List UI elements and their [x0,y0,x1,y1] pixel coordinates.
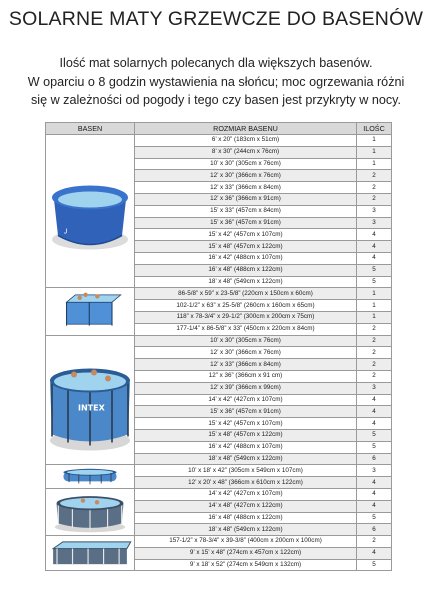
pool-size-cell: 10’ x 18’ x 42” (305cm x 549cm x 107cm) [135,465,357,477]
mat-count-cell: 5 [357,512,392,524]
intro-line: Ilość mat solarnych polecanych dla większych basenów. [59,56,373,70]
mat-count-cell: 3 [357,382,392,394]
header-size: ROZMIAR BASENU [135,123,357,135]
pool-size-cell: 12’ x 36” (366cm x 91cm) [135,193,357,205]
mat-count-cell: 2 [357,323,392,335]
pool-size-cell: 10’ x 30” (305cm x 76cm) [135,158,357,170]
pool-size-cell: 15’ x 33” (457cm x 84cm) [135,205,357,217]
pool-size-cell: 16’ x 42” (488cm x 107cm) [135,252,357,264]
mat-count-cell: 5 [357,441,392,453]
mat-count-cell: 6 [357,453,392,465]
pool-size-cell: 10’ x 30” (305cm x 76cm) [135,335,357,347]
mat-count-cell: 4 [357,418,392,430]
pool-size-cell: 12’ x 33” (366cm x 84cm) [135,182,357,194]
svg-text:INTEX: INTEX [78,403,105,413]
mat-count-cell: 4 [357,547,392,559]
pool-image-cell [46,465,135,489]
table-row [46,536,392,548]
pool-image-cell [46,335,135,465]
pool-size-cell: 14’ x 42” (427cm x 107cm) [135,488,357,500]
mat-count-cell: 6 [357,524,392,536]
pool-size-cell: 18’ x 48” (549cm x 122cm) [135,276,357,288]
mat-count-cell: 4 [357,488,392,500]
pool-size-cell: 14’ x 42” (427cm x 107cm) [135,394,357,406]
mat-count-cell: 1 [357,311,392,323]
table-row [46,488,392,500]
mat-count-cell: 4 [357,477,392,489]
mat-count-cell: 2 [357,536,392,548]
pool-size-cell: 12’ x 20’ x 48” (366cm x 610cm x 122cm) [135,477,357,489]
table-header-row [46,123,392,135]
mat-count-cell: 1 [357,135,392,147]
svg-text:ᴊ: ᴊ [64,226,68,237]
pool-size-cell: 15’ x 48” (457cm x 122cm) [135,241,357,253]
mat-count-cell: 3 [357,205,392,217]
mat-count-cell: 1 [357,300,392,312]
mat-count-cell: 2 [357,359,392,371]
round-inflatable-pool-image [48,136,132,287]
intro-line: W oparciu o 8 godzin wystawienia na słońcu; moc ogrzewania różni [27,74,405,89]
pool-size-cell: 14’ x 48” (427cm x 122cm) [135,500,357,512]
mat-count-cell: 2 [357,170,392,182]
pool-size-cell: 8’ x 30” (244cm x 76cm) [135,146,357,158]
round-frame-pool-image [48,336,132,463]
page-title: SOLARNE MATY GRZEWCZE DO BASENÓW [8,8,424,30]
mat-count-cell: 1 [357,146,392,158]
pool-size-cell: 16’ x 48” (488cm x 122cm) [135,264,357,276]
pool-size-cell: 6’ x 20” (183cm x 51cm) [135,135,357,147]
mat-count-cell: 4 [357,241,392,253]
pool-size-cell: 177-1/4” x 86-5/8” x 33” (450cm x 220cm x 84cm) [135,323,357,335]
mat-count-cell: 1 [357,158,392,170]
table-row [46,135,392,147]
mat-count-cell: 1 [357,288,392,300]
rectangular-frame-pool-image [48,289,132,333]
mat-count-cell: 2 [357,182,392,194]
pool-size-cell: 15’ x 36” (457cm x 91cm) [135,217,357,229]
mat-count-cell: 4 [357,394,392,406]
mat-count-cell: 3 [357,217,392,229]
pool-image-cell [46,536,135,571]
header-pool: BASEN [46,123,135,135]
mat-count-cell: 2 [357,335,392,347]
pool-size-cell: 16’ x 42” (488cm x 107cm) [135,441,357,453]
mat-count-cell: 5 [357,276,392,288]
pool-size-cell: 18’ x 48” (549cm x 122cm) [135,524,357,536]
pool-size-cell: 12’ x 30” (366cm x 76cm) [135,347,357,359]
table-row [46,335,392,347]
mat-count-cell: 4 [357,406,392,418]
pool-size-cell: 15’ x 48” (457cm x 122cm) [135,429,357,441]
pool-size-cell: 12’ x 39” (366cm x 99cm) [135,382,357,394]
mat-count-cell: 2 [357,193,392,205]
pool-image-cell [46,288,135,335]
mat-count-cell: 5 [357,429,392,441]
mat-count-cell: 4 [357,500,392,512]
intro-text [0,54,432,110]
pool-size-cell: 12’ x 30” (366cm x 76cm) [135,170,357,182]
pool-size-cell: 15’ x 36” (457cm x 91cm) [135,406,357,418]
table-row [46,288,392,300]
pool-size-table [45,122,392,571]
pool-size-cell: 16’ x 48” (488cm x 122cm) [135,512,357,524]
pool-size-cell: 15’ x 42” (457cm x 107cm) [135,229,357,241]
pool-size-cell: 15’ x 42” (457cm x 107cm) [135,418,357,430]
ultra-frame-pool-image [48,490,132,534]
pool-size-cell: 12” x 36” (366cm x 91 cm) [135,370,357,382]
pool-size-cell: 12’ x 33” (366cm x 84cm) [135,359,357,371]
pool-size-cell: 86-5/8” x 59” x 23-5/8” (220cm x 150cm x 60cm) [135,288,357,300]
mat-count-cell: 3 [357,465,392,477]
oval-frame-pool-image [48,466,132,487]
rectangular-ultra-frame-pool-image [48,537,132,570]
mat-count-cell: 2 [357,370,392,382]
mat-count-cell: 4 [357,252,392,264]
pool-size-cell: 18’ x 48” (549cm x 122cm) [135,453,357,465]
table-row [46,465,392,477]
pool-size-cell: 118” x 78-3/4” x 29-1/2” (300cm x 200cm x 75cm) [135,311,357,323]
mat-count-cell: 5 [357,264,392,276]
pool-size-cell: 9’ x 15’ x 48” (274cm x 457cm x 122cm) [135,547,357,559]
pool-size-cell: 102-1/2” x 63” x 25-5/8” (260cm x 160cm x 65cm) [135,300,357,312]
pool-image-cell [46,135,135,288]
pool-size-cell: 9’ x 18’ x 52” (274cm x 549cm x 132cm) [135,559,357,571]
mat-count-cell: 2 [357,347,392,359]
mat-count-cell: 5 [357,559,392,571]
pool-image-cell [46,488,135,535]
intro-line: się w zależności od pogody i tego czy basen jest przykryty w nocy. [30,93,402,107]
pool-size-cell: 157-1/2” x 78-3/4” x 39-3/8” (400cm x 200cm x 100cm) [135,536,357,548]
header-count: ILOŚC [357,123,392,135]
mat-count-cell: 4 [357,229,392,241]
